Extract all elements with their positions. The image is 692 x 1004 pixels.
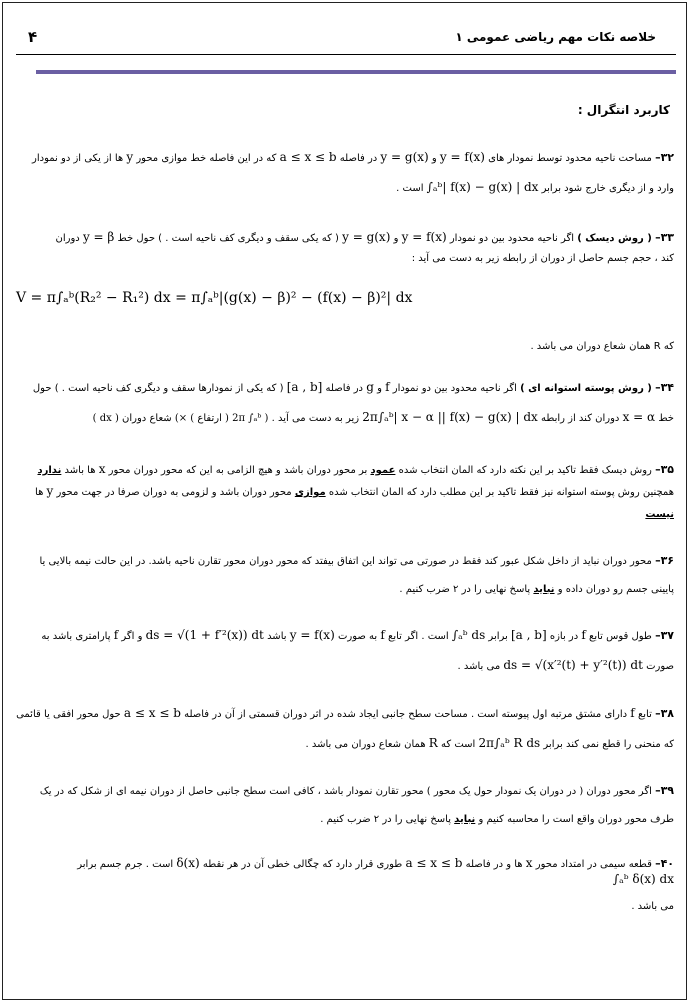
note-40-line-1 [14, 856, 674, 888]
note-40-line-2: می باشد . [631, 901, 674, 912]
note-number: ۳۵– [655, 463, 674, 476]
formula: x [525, 856, 533, 870]
note-33-radius-note: که R همان شعاع دوران می باشد . [530, 341, 674, 352]
text: می باشد . [457, 661, 501, 672]
note-37-line-2 [14, 658, 674, 674]
note-38 [14, 706, 674, 752]
text: همچنین روش پوسته استوانه نیز فقط تاکید بر این مطلب دارد که المان انتخاب شده [328, 487, 674, 498]
formula: δ(x) [176, 856, 200, 870]
text: اگر ناحیه محدود بین دو نمودار [392, 383, 517, 394]
emphasis: نیست [645, 509, 674, 520]
text: و اگر [121, 631, 143, 642]
text: پاسخ نهایی را در ۲ ضرب کنیم . [399, 584, 531, 595]
note-36-line-1 [14, 554, 674, 569]
text: ها و در فاصله [465, 859, 523, 870]
text: قطعه سیمی در امتداد محور [535, 859, 652, 870]
text: به صورت [337, 631, 378, 642]
text: بر محور دوران باشد و هیچ الزامی به این که محور دوران محور [108, 465, 368, 476]
note-36-line-2 [14, 583, 674, 597]
formula: f [630, 706, 635, 720]
text: است . [396, 183, 424, 194]
text: است که [441, 739, 476, 750]
note-33-line-2: کند ، حجم جسم حاصل از دوران از رابطه زیر به دست می آید : [411, 253, 674, 264]
formula: y [46, 484, 54, 498]
header-divider [16, 54, 676, 55]
disk-method-formula: V = π∫ₐᵇ(R₂² − R₁²) dx = π∫ₐᵇ|(g(x) − β)² − (f(x) − β)²| dx [16, 290, 413, 306]
text: دوران کند از رابطه [541, 413, 620, 424]
section-title: کاربرد انتگرال : [577, 103, 670, 117]
text: مساحت ناحیه محدود توسط نمودار های [488, 153, 652, 164]
formula: 2π∫ₐᵇ| x − α || f(x) − g(x) | dx [362, 410, 538, 424]
text: در فاصله [339, 153, 378, 164]
note-number: ۳۲– [655, 151, 674, 164]
formula: x [98, 462, 106, 476]
formula: ∫ₐᵇ δ(x) dx [612, 872, 674, 886]
formula: ( dx ) شعاع دوران (× ( ارتفاع ) 2π ∫ₐᵇ ) . [92, 413, 275, 424]
note-title: ( روش پوسته استوانه ای ) [520, 383, 652, 394]
formula: y = g(x) [380, 150, 429, 164]
note-number: ۴۰– [655, 857, 674, 870]
text: پایینی جسم رو دوران داده و [557, 584, 674, 595]
text: برابر [488, 631, 508, 642]
text: ها باشد [64, 465, 96, 476]
formula: g [366, 380, 374, 394]
emphasis: نباید [533, 584, 555, 595]
text: که منحنی را قطع نمی کند برابر [543, 739, 674, 750]
formula: y = f(x) [289, 628, 335, 642]
text: پارامتری باشد به [41, 631, 111, 642]
formula: [a , b] [286, 380, 323, 394]
note-number: ۳۶– [655, 554, 674, 567]
formula: y = g(x) [342, 230, 391, 244]
note-34-line-1 [14, 380, 674, 396]
text: وارد و از دیگری خارج شود برابر [541, 183, 674, 194]
text: باشد [267, 631, 287, 642]
text: است . اگر تابع [388, 631, 449, 642]
page-header [14, 28, 678, 52]
formula: y = f(x) [401, 230, 447, 244]
formula: y [126, 150, 134, 164]
text: که در این فاصله خط موازی محور [136, 153, 277, 164]
note-38-line-1 [14, 706, 674, 722]
emphasis: نباید [454, 814, 476, 825]
text: و [393, 233, 399, 244]
note-36 [14, 554, 674, 597]
text: و [377, 383, 382, 394]
text: روش دیسک فقط تاکید بر این نکته دارد که المان انتخاب شده [398, 465, 652, 476]
text: تابع [637, 709, 652, 720]
text: دوران [55, 233, 80, 244]
formula: f [380, 628, 385, 642]
text: طرف محور دوران واقع است را محاسبه کنیم و [478, 814, 674, 825]
text: و [431, 153, 437, 164]
text: است . جرم جسم برابر [77, 859, 174, 870]
text: در فاصله [325, 383, 363, 394]
note-32-line-1 [14, 150, 674, 166]
note-number: ۳۷– [655, 629, 674, 642]
text: ها [35, 487, 44, 498]
formula: f [581, 628, 586, 642]
text: طوری قرار دارد که چگالی خطی آن در هر نقطه [202, 859, 403, 870]
formula: y = f(x) [439, 150, 485, 164]
formula: f [113, 628, 119, 642]
note-number: ۳۸– [655, 707, 674, 720]
note-39-line-1 [14, 784, 674, 799]
formula: y = β [82, 230, 115, 244]
formula: R [428, 736, 438, 750]
text: طول قوس تابع [589, 631, 652, 642]
note-39 [14, 784, 674, 827]
note-32 [14, 150, 674, 196]
note-33-line-1 [14, 230, 674, 246]
note-number: ۳۴– [655, 381, 674, 394]
header-accent-bar [36, 70, 676, 74]
text: ها از یکی از دو نمودار [32, 153, 124, 164]
text: زیر به دست می آید [277, 413, 360, 424]
text: حول محور افقی یا قائمی [16, 709, 121, 720]
note-35-line-2 [14, 484, 674, 500]
formula: x = α [622, 410, 656, 424]
text: ( که یکی از نمودارها سقف و دیگری کف ناحیه است . ) حول [32, 383, 284, 394]
text: در بازه [549, 631, 579, 642]
emphasis: عمود [370, 465, 396, 476]
note-34 [14, 380, 674, 426]
page-title: خلاصه نکات مهم ریاضی عمومی ۱ [455, 30, 656, 44]
formula: a ≤ x ≤ b [279, 150, 337, 164]
text: اگر محور دوران ( در دوران یک نمودار حول یک محور ) محور تقارن نمودار باشد ، کافی است سطح جانبی حاصل از دوران نیمه ای از شکل که در یک [39, 786, 652, 797]
text: خط [658, 413, 674, 424]
text: اگر ناحیه محدود بین دو نمودار [449, 233, 575, 244]
formula: f [385, 380, 390, 394]
text: صورت [646, 661, 674, 672]
note-40 [14, 856, 674, 914]
text: پاسخ نهایی را در ۲ ضرب کنیم . [320, 814, 451, 825]
formula: a ≤ x ≤ b [405, 856, 463, 870]
note-39-line-2 [14, 813, 674, 827]
formula: ds = √(1 + f′²(x)) dt [145, 628, 264, 642]
note-32-line-2 [14, 180, 674, 196]
note-38-line-2 [14, 736, 674, 752]
note-number: ۳۹– [655, 784, 674, 797]
formula: ∫ₐᵇ ds [451, 628, 486, 642]
note-title: ( روش دیسک ) [577, 233, 652, 244]
formula: 2π∫ₐᵇ R ds [478, 736, 541, 750]
formula: ∫ₐᵇ| f(x) − g(x) | dx [426, 180, 539, 194]
page-number: ۴ [28, 28, 38, 46]
formula: ds = √(x′²(t) + y′²(t)) dt [503, 658, 643, 672]
text: دارای مشتق مرتبه اول پیوسته است . مساحت سطح جانبی ایجاد شده در اثر دوران قسمتی از آن در فاصله [184, 709, 628, 720]
formula: a ≤ x ≤ b [123, 706, 181, 720]
text: محور دوران باشد و لزومی به دوران صرفا در جهت محور [56, 487, 292, 498]
text: همان شعاع دوران می باشد . [305, 739, 426, 750]
text: ( که یکی سقف و دیگری کف ناحیه است . ) حول خط [117, 233, 339, 244]
note-number: ۳۳– [655, 231, 674, 244]
note-33 [14, 230, 674, 266]
emphasis: ندارد [37, 465, 62, 476]
note-37-line-1 [14, 628, 674, 644]
note-35 [14, 462, 674, 522]
note-37 [14, 628, 674, 674]
note-35-line-3 [14, 508, 674, 522]
formula: [a , b] [511, 628, 547, 642]
text: محور دوران نباید از داخل شکل عبور کند فقط در صورتی می تواند این اتفاق بیفتد که محور دوران محور تقارن ناحیه باشد. در این حالت نیمه بالایی یا [39, 556, 652, 567]
note-34-line-2 [14, 410, 674, 426]
note-35-line-1 [14, 462, 674, 478]
emphasis: موازی [294, 487, 326, 498]
